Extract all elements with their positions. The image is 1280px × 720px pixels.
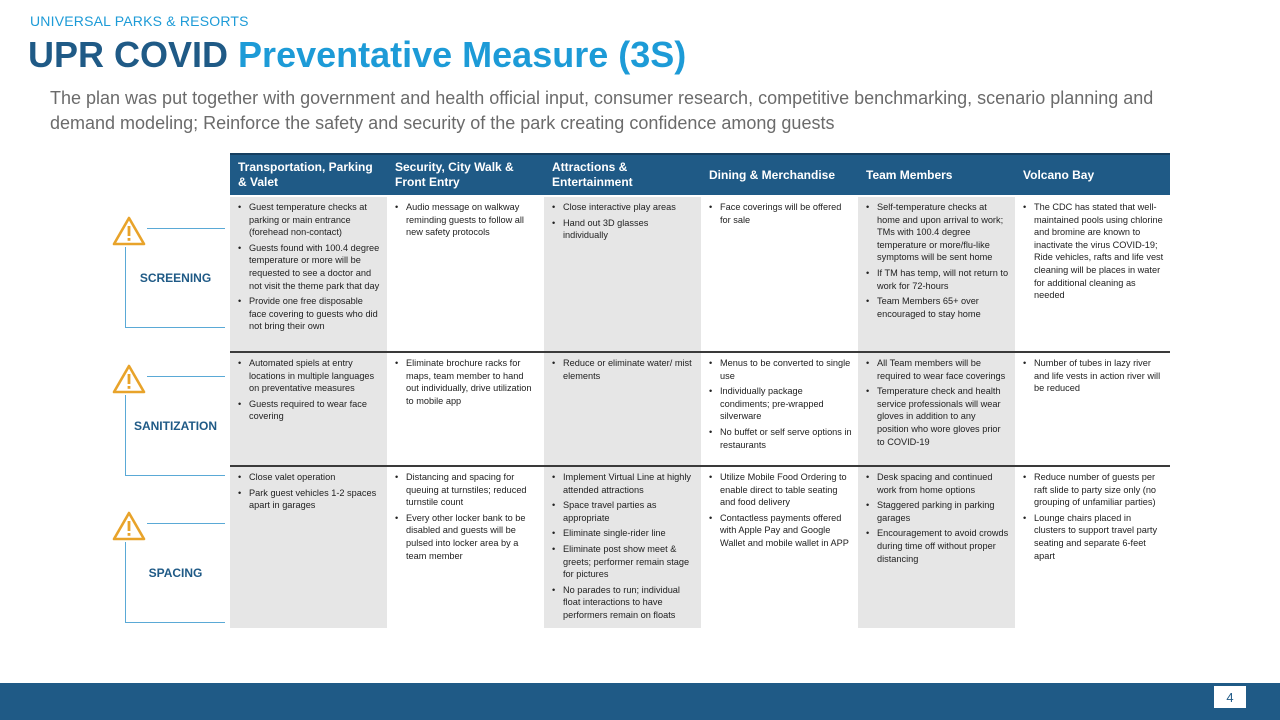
bullet-list: [709, 357, 852, 451]
bullet-list: [238, 201, 381, 333]
bullet-item: • Utilize Mobile Food Ordering to enable direct to table seating and food delivery: [709, 471, 852, 509]
bullet-item: • No buffet or self serve options in restaurants: [709, 426, 852, 451]
bullet-list: [1023, 357, 1164, 395]
bullet-list: [395, 357, 538, 407]
bullet-item: • Desk spacing and continued work from home options: [866, 471, 1009, 496]
bullet-item: • Face coverings will be offered for sale: [709, 201, 852, 226]
table-cell: [544, 353, 701, 465]
bullet-item: • Number of tubes in lazy river and life vests in action river will be reduced: [1023, 357, 1164, 395]
bullet-item: • Park guest vehicles 1-2 spaces apart in garages: [238, 487, 381, 512]
bullet-list: [552, 201, 695, 242]
bullet-item: • Temperature check and health service professionals will wear gloves in addition to any position who wore gloves prior to COVID-19: [866, 385, 1009, 448]
column-header: Team Members: [866, 167, 953, 182]
bullet-item: • Menus to be converted to single use: [709, 357, 852, 382]
bullet-item: • All Team members will be required to wear face coverings: [866, 357, 1009, 382]
table-header: [230, 153, 1170, 195]
bullet-item: • Encouragement to avoid crowds during time off without proper distancing: [866, 527, 1009, 565]
bullet-item: • Space travel parties as appropriate: [552, 499, 695, 524]
table-cell: [544, 197, 701, 351]
bullet-item: • Staggered parking in parking garages: [866, 499, 1009, 524]
org-name: UNIVERSAL PARKS & RESORTS: [30, 13, 249, 29]
table-row: [230, 467, 1170, 628]
table-cell: [858, 197, 1015, 351]
bullet-item: • Eliminate brochure racks for maps, team member to hand out individually, drive utilization to mobile app: [395, 357, 538, 407]
bullet-list: [709, 471, 852, 550]
table-cell: [387, 197, 544, 351]
bullet-item: • Distancing and spacing for queuing at turnstiles; reduced turnstile count: [395, 471, 538, 509]
bullet-list: [552, 357, 695, 382]
table-cell: [1015, 467, 1170, 628]
bullet-item: • Guests found with 100.4 degree temperature or more will be requested to see a doctor and not visit the theme park that day: [238, 242, 381, 292]
bullet-item: • Close interactive play areas: [552, 201, 695, 214]
table-cell: [230, 197, 387, 351]
bullet-item: • Hand out 3D glasses individually: [552, 217, 695, 242]
bullet-list: [866, 201, 1009, 320]
table-cell: [701, 467, 858, 628]
table-cell: [387, 353, 544, 465]
bullet-item: • Contactless payments offered with Apple Pay and Google Wallet and mobile wallet in APP: [709, 512, 852, 550]
bullet-item: • Self-temperature checks at home and upon arrival to work; TMs with 100.4 degree temperature or more/flu-like symptoms will be sent home: [866, 201, 1009, 264]
page-subtitle: The plan was put together with government and health official input, consumer research, competitive benchmarking, scenario planning and demand modeling; Reinforce the safety and security of the park creating confidence among guests: [50, 88, 1154, 133]
warning-icon: [111, 215, 147, 247]
table-cell: [701, 197, 858, 351]
bullet-item: • Eliminate single-rider line: [552, 527, 695, 540]
bullet-list: [866, 357, 1009, 448]
bullet-item: • The CDC has stated that well-maintained pools using chlorine and bromine are known to inactivate the virus COVID-19; Ride vehicles, rafts and life vest cleaning will be places in water for additional cleaning as needed: [1023, 201, 1164, 302]
column-header: Attractions & Entertainment: [552, 160, 633, 189]
bullet-item: • Audio message on walkway reminding guests to follow all new safety protocols: [395, 201, 538, 239]
bullet-item: • Close valet operation: [238, 471, 381, 484]
bullet-item: • Implement Virtual Line at highly attended attractions: [552, 471, 695, 496]
bullet-item: • Reduce number of guests per raft slide to party size only (no grouping of unfamiliar parties): [1023, 471, 1164, 509]
table-cell: [230, 467, 387, 628]
bullet-item: • Guest temperature checks at parking or main entrance (forehead non-contact): [238, 201, 381, 239]
page-title: [28, 33, 686, 77]
table-row: [230, 353, 1170, 465]
bullet-list: [395, 471, 538, 562]
table-cell: [858, 353, 1015, 465]
bullet-list: [1023, 201, 1164, 302]
bullet-item: • Lounge chairs placed in clusters to support travel party seating and separate 6-feet apart: [1023, 512, 1164, 562]
column-header: Dining & Merchandise: [709, 167, 836, 182]
bullet-item: • Team Members 65+ over encouraged to stay home: [866, 295, 1009, 320]
table-row: [230, 197, 1170, 351]
bullet-list: [866, 471, 1009, 565]
bullet-item: • Every other locker bank to be disabled and guests will be pulsed into locker area by a team member: [395, 512, 538, 562]
table-cell: [1015, 197, 1170, 351]
column-header: Transportation, Parking & Valet: [238, 160, 373, 189]
warning-icon: [111, 510, 147, 542]
column-header: Volcano Bay: [1023, 167, 1095, 182]
table-cell: [230, 353, 387, 465]
footer-bar: [0, 683, 1280, 720]
bullet-item: • Provide one free disposable face covering to guests who did not bring their own: [238, 295, 381, 333]
bullet-item: • Guests required to wear face covering: [238, 398, 381, 423]
table-cell: [858, 467, 1015, 628]
bullet-list: [238, 471, 381, 512]
table-cell: [701, 353, 858, 465]
bullet-list: [552, 471, 695, 622]
table-cell: [387, 467, 544, 628]
column-header: Security, City Walk & Front Entry: [395, 160, 514, 189]
title-part-2: Preventative Measure (3S): [238, 34, 687, 75]
bullet-item: • Automated spiels at entry locations in multiple languages on preventative measures: [238, 357, 381, 395]
bullet-list: [1023, 471, 1164, 562]
bullet-list: [238, 357, 381, 423]
bullet-item: • Individually package condiments; pre-wrapped silverware: [709, 385, 852, 423]
title-part-1: UPR COVID: [28, 34, 229, 75]
table-cell: [544, 467, 701, 628]
page-number: 4: [1214, 686, 1246, 708]
warning-icon: [111, 363, 147, 395]
bullet-item: • Reduce or eliminate water/ mist elements: [552, 357, 695, 382]
bullet-list: [709, 201, 852, 226]
bullet-list: [395, 201, 538, 239]
bullet-item: • No parades to run; individual float interactions to have performers remain on floats: [552, 584, 695, 622]
row-label-text: SCREENING: [139, 271, 212, 285]
row-label-text: SANITIZATION: [133, 419, 218, 433]
bullet-item: • If TM has temp, will not return to work for 72-hours: [866, 267, 1009, 292]
table-cell: [1015, 353, 1170, 465]
bullet-item: • Eliminate post show meet & greets; performer remain stage for pictures: [552, 543, 695, 581]
row-label-text: SPACING: [148, 566, 203, 580]
